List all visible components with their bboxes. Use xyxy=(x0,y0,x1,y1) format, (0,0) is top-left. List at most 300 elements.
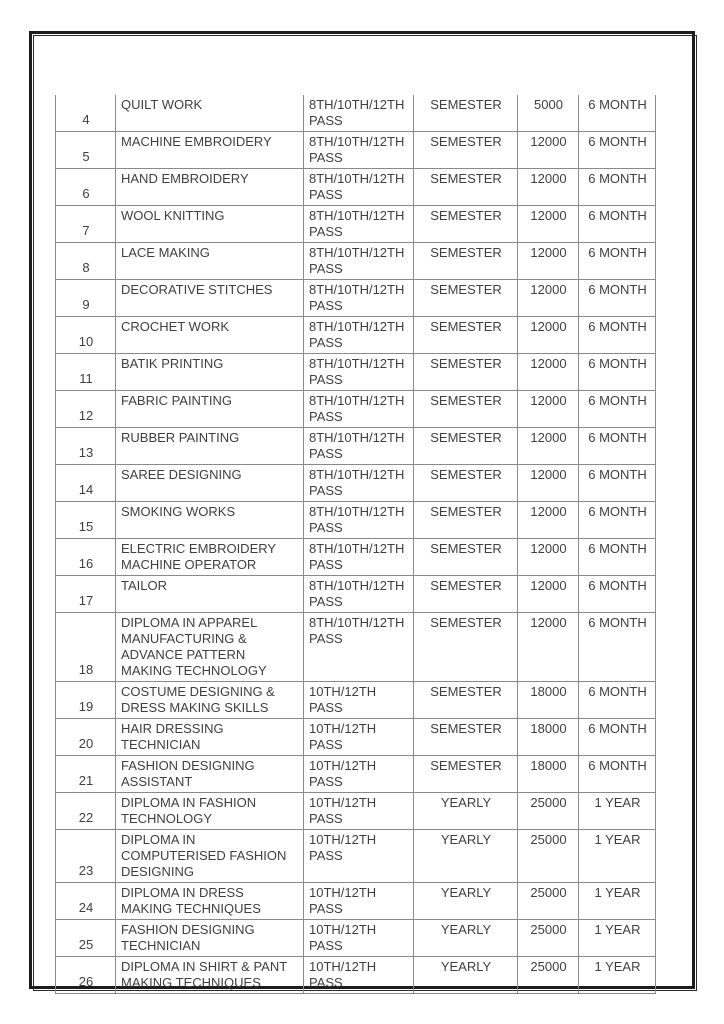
row-number: 10 xyxy=(78,334,94,349)
course-name-cell xyxy=(116,428,304,465)
row-number-cell xyxy=(56,719,116,756)
row-number-cell xyxy=(56,428,116,465)
fee: 12000 xyxy=(530,615,567,630)
table-row xyxy=(56,169,656,206)
row-number: 14 xyxy=(78,482,94,497)
fee-cell xyxy=(518,883,579,920)
course-name: DIPLOMA IN APPAREL MANUFACTURING & ADVANCE PATTERN MAKING TECHNOLOGY xyxy=(121,615,267,678)
schedule-cell xyxy=(414,502,518,539)
schedule-cell xyxy=(414,920,518,957)
duration: 6 MONTH xyxy=(588,721,647,736)
schedule: SEMESTER xyxy=(430,171,502,186)
row-number-cell xyxy=(56,243,116,280)
eligibility-cell xyxy=(304,883,414,920)
duration: 6 MONTH xyxy=(588,541,647,556)
schedule: SEMESTER xyxy=(430,578,502,593)
course-name-cell xyxy=(116,169,304,206)
schedule-cell xyxy=(414,354,518,391)
row-number: 8 xyxy=(82,260,90,275)
eligibility-cell xyxy=(304,391,414,428)
eligibility: 10TH/12TH PASS xyxy=(309,795,377,826)
course-name: ELECTRIC EMBROIDERY MACHINE OPERATOR xyxy=(121,541,276,572)
course-name-cell xyxy=(116,465,304,502)
table-row xyxy=(56,391,656,428)
course-name-cell xyxy=(116,793,304,830)
schedule: SEMESTER xyxy=(430,393,502,408)
course-name-cell xyxy=(116,132,304,169)
fee-cell xyxy=(518,719,579,756)
row-number: 25 xyxy=(78,937,94,952)
row-number: 23 xyxy=(78,863,94,878)
schedule-cell xyxy=(414,719,518,756)
row-number-cell xyxy=(56,830,116,883)
eligibility: 8TH/10TH/12TH PASS xyxy=(309,541,405,572)
schedule: YEARLY xyxy=(440,832,492,847)
eligibility-cell xyxy=(304,502,414,539)
table-row xyxy=(56,502,656,539)
course-name: LACE MAKING xyxy=(121,245,210,260)
fee-cell xyxy=(518,957,579,994)
eligibility: 10TH/12TH PASS xyxy=(309,885,377,916)
row-number-cell xyxy=(56,502,116,539)
fee-cell xyxy=(518,830,579,883)
table-row xyxy=(56,428,656,465)
course-name-cell xyxy=(116,613,304,682)
row-number: 21 xyxy=(78,773,94,788)
eligibility: 10TH/12TH PASS xyxy=(309,721,377,752)
row-number-cell xyxy=(56,613,116,682)
schedule: YEARLY xyxy=(440,959,492,974)
fee-cell xyxy=(518,169,579,206)
duration-cell xyxy=(579,169,656,206)
table-row xyxy=(56,132,656,169)
table-row xyxy=(56,682,656,719)
eligibility-cell xyxy=(304,354,414,391)
schedule: SEMESTER xyxy=(430,430,502,445)
fee: 25000 xyxy=(530,885,567,900)
course-name-cell xyxy=(116,682,304,719)
row-number-cell xyxy=(56,465,116,502)
fee: 12000 xyxy=(530,467,567,482)
duration-cell xyxy=(579,317,656,354)
duration: 6 MONTH xyxy=(588,171,647,186)
fee: 12000 xyxy=(530,504,567,519)
duration: 6 MONTH xyxy=(588,134,647,149)
fee-cell xyxy=(518,465,579,502)
row-number-cell xyxy=(56,576,116,613)
fee-cell xyxy=(518,576,579,613)
eligibility-cell xyxy=(304,830,414,883)
course-name-cell xyxy=(116,354,304,391)
duration: 6 MONTH xyxy=(588,578,647,593)
fee-cell xyxy=(518,243,579,280)
duration-cell xyxy=(579,883,656,920)
schedule: SEMESTER xyxy=(430,319,502,334)
fee-cell xyxy=(518,95,579,132)
eligibility: 8TH/10TH/12TH PASS xyxy=(309,134,405,165)
eligibility: 8TH/10TH/12TH PASS xyxy=(309,282,405,313)
course-name-cell xyxy=(116,576,304,613)
fee-cell xyxy=(518,793,579,830)
eligibility: 8TH/10TH/12TH PASS xyxy=(309,615,405,646)
table-row xyxy=(56,883,656,920)
duration: 1 YEAR xyxy=(594,959,641,974)
schedule: SEMESTER xyxy=(430,615,502,630)
schedule: SEMESTER xyxy=(430,684,502,699)
fee: 18000 xyxy=(530,721,567,736)
fee: 25000 xyxy=(530,832,567,847)
eligibility: 8TH/10TH/12TH PASS xyxy=(309,393,405,424)
duration: 6 MONTH xyxy=(588,97,647,112)
eligibility: 10TH/12TH PASS xyxy=(309,758,377,789)
row-number: 9 xyxy=(82,297,90,312)
schedule: SEMESTER xyxy=(430,758,502,773)
duration-cell xyxy=(579,682,656,719)
fee: 5000 xyxy=(534,97,563,112)
eligibility: 8TH/10TH/12TH PASS xyxy=(309,467,405,498)
eligibility-cell xyxy=(304,428,414,465)
row-number-cell xyxy=(56,957,116,994)
course-name-cell xyxy=(116,920,304,957)
table-row xyxy=(56,920,656,957)
row-number-cell xyxy=(56,132,116,169)
row-number-cell xyxy=(56,391,116,428)
fee-cell xyxy=(518,280,579,317)
row-number-cell xyxy=(56,206,116,243)
schedule: SEMESTER xyxy=(430,467,502,482)
row-number-cell xyxy=(56,920,116,957)
course-name-cell xyxy=(116,243,304,280)
schedule-cell xyxy=(414,95,518,132)
course-name: BATIK PRINTING xyxy=(121,356,224,371)
duration: 6 MONTH xyxy=(588,282,647,297)
eligibility-cell xyxy=(304,613,414,682)
table-row xyxy=(56,465,656,502)
fee-cell xyxy=(518,317,579,354)
eligibility: 8TH/10TH/12TH PASS xyxy=(309,97,405,128)
eligibility-cell xyxy=(304,317,414,354)
duration: 1 YEAR xyxy=(594,832,641,847)
fee: 18000 xyxy=(530,684,567,699)
course-name-cell xyxy=(116,830,304,883)
table-row xyxy=(56,354,656,391)
duration-cell xyxy=(579,428,656,465)
schedule: SEMESTER xyxy=(430,134,502,149)
duration: 6 MONTH xyxy=(588,430,647,445)
schedule-cell xyxy=(414,465,518,502)
row-number-cell xyxy=(56,169,116,206)
eligibility: 10TH/12TH PASS xyxy=(309,922,377,953)
schedule: YEARLY xyxy=(440,885,492,900)
course-name: RUBBER PAINTING xyxy=(121,430,240,445)
eligibility-cell xyxy=(304,206,414,243)
duration: 6 MONTH xyxy=(588,758,647,773)
schedule-cell xyxy=(414,391,518,428)
table-row xyxy=(56,95,656,132)
fee: 12000 xyxy=(530,134,567,149)
eligibility-cell xyxy=(304,957,414,994)
row-number-cell xyxy=(56,682,116,719)
eligibility: 10TH/12TH PASS xyxy=(309,684,377,715)
row-number: 7 xyxy=(82,223,90,238)
course-name-cell xyxy=(116,206,304,243)
schedule-cell xyxy=(414,883,518,920)
fee-cell xyxy=(518,354,579,391)
duration: 6 MONTH xyxy=(588,467,647,482)
row-number: 5 xyxy=(82,149,90,164)
row-number-cell xyxy=(56,95,116,132)
row-number: 17 xyxy=(78,593,94,608)
duration: 6 MONTH xyxy=(588,356,647,371)
course-name-cell xyxy=(116,502,304,539)
table-row xyxy=(56,957,656,994)
eligibility: 10TH/12TH PASS xyxy=(309,959,377,990)
course-name: SAREE DESIGNING xyxy=(121,467,242,482)
row-number-cell xyxy=(56,280,116,317)
duration-cell xyxy=(579,206,656,243)
course-name-cell xyxy=(116,756,304,793)
course-name: DIPLOMA IN SHIRT & PANT MAKING TECHNIQUES xyxy=(121,959,287,990)
course-name-cell xyxy=(116,280,304,317)
schedule: SEMESTER xyxy=(430,208,502,223)
duration: 1 YEAR xyxy=(594,795,641,810)
row-number: 19 xyxy=(78,699,94,714)
fee-cell xyxy=(518,920,579,957)
eligibility-cell xyxy=(304,920,414,957)
duration-cell xyxy=(579,391,656,428)
table-row xyxy=(56,756,656,793)
duration: 6 MONTH xyxy=(588,393,647,408)
row-number-cell xyxy=(56,539,116,576)
schedule-cell xyxy=(414,830,518,883)
course-name: FASHION DESIGNING TECHNICIAN xyxy=(121,922,255,953)
fee-cell xyxy=(518,613,579,682)
course-table xyxy=(55,95,656,994)
duration-cell xyxy=(579,793,656,830)
course-name: SMOKING WORKS xyxy=(121,504,236,519)
table-row xyxy=(56,613,656,682)
course-name: DECORATIVE STITCHES xyxy=(121,282,273,297)
duration-cell xyxy=(579,280,656,317)
eligibility-cell xyxy=(304,243,414,280)
fee: 12000 xyxy=(530,430,567,445)
row-number: 18 xyxy=(78,662,94,677)
table-row xyxy=(56,539,656,576)
course-name: COSTUME DESIGNING & DRESS MAKING SKILLS xyxy=(121,684,275,715)
course-name: WOOL KNITTING xyxy=(121,208,225,223)
duration-cell xyxy=(579,354,656,391)
table-row xyxy=(56,243,656,280)
eligibility-cell xyxy=(304,756,414,793)
eligibility: 8TH/10TH/12TH PASS xyxy=(309,319,405,350)
table-row xyxy=(56,576,656,613)
row-number-cell xyxy=(56,354,116,391)
schedule-cell xyxy=(414,756,518,793)
eligibility: 10TH/12TH PASS xyxy=(309,832,377,863)
table-row xyxy=(56,280,656,317)
row-number: 4 xyxy=(82,112,90,127)
eligibility-cell xyxy=(304,719,414,756)
fee: 12000 xyxy=(530,541,567,556)
duration-cell xyxy=(579,719,656,756)
eligibility: 8TH/10TH/12TH PASS xyxy=(309,430,405,461)
duration-cell xyxy=(579,920,656,957)
course-name: FASHION DESIGNING ASSISTANT xyxy=(121,758,255,789)
row-number-cell xyxy=(56,317,116,354)
duration-cell xyxy=(579,539,656,576)
fee: 12000 xyxy=(530,208,567,223)
eligibility-cell xyxy=(304,132,414,169)
schedule: YEARLY xyxy=(440,922,492,937)
row-number-cell xyxy=(56,756,116,793)
fee-cell xyxy=(518,539,579,576)
course-name: TAILOR xyxy=(121,578,167,593)
course-name: FABRIC PAINTING xyxy=(121,393,232,408)
duration-cell xyxy=(579,502,656,539)
eligibility: 8TH/10TH/12TH PASS xyxy=(309,356,405,387)
schedule-cell xyxy=(414,169,518,206)
table-row xyxy=(56,206,656,243)
fee-cell xyxy=(518,391,579,428)
course-name-cell xyxy=(116,883,304,920)
course-name: CROCHET WORK xyxy=(121,319,230,334)
schedule: SEMESTER xyxy=(430,282,502,297)
course-name: HAND EMBROIDERY xyxy=(121,171,249,186)
eligibility-cell xyxy=(304,539,414,576)
duration-cell xyxy=(579,576,656,613)
course-name-cell xyxy=(116,391,304,428)
schedule: YEARLY xyxy=(440,795,492,810)
table-row xyxy=(56,793,656,830)
table-row xyxy=(56,719,656,756)
fee: 18000 xyxy=(530,758,567,773)
eligibility: 8TH/10TH/12TH PASS xyxy=(309,208,405,239)
duration-cell xyxy=(579,132,656,169)
fee: 12000 xyxy=(530,171,567,186)
eligibility-cell xyxy=(304,280,414,317)
table-row xyxy=(56,830,656,883)
row-number: 6 xyxy=(82,186,90,201)
row-number-cell xyxy=(56,793,116,830)
course-name: DIPLOMA IN DRESS MAKING TECHNIQUES xyxy=(121,885,261,916)
fee: 12000 xyxy=(530,356,567,371)
schedule-cell xyxy=(414,243,518,280)
duration-cell xyxy=(579,756,656,793)
course-table-body xyxy=(56,95,656,994)
schedule-cell xyxy=(414,539,518,576)
duration: 1 YEAR xyxy=(594,922,641,937)
schedule-cell xyxy=(414,957,518,994)
schedule-cell xyxy=(414,682,518,719)
duration-cell xyxy=(579,957,656,994)
schedule-cell xyxy=(414,317,518,354)
course-name-cell xyxy=(116,719,304,756)
course-name: HAIR DRESSING TECHNICIAN xyxy=(121,721,224,752)
fee: 25000 xyxy=(530,922,567,937)
schedule: SEMESTER xyxy=(430,721,502,736)
schedule: SEMESTER xyxy=(430,97,502,112)
row-number-cell xyxy=(56,883,116,920)
duration: 6 MONTH xyxy=(588,245,647,260)
duration: 1 YEAR xyxy=(594,885,641,900)
fee-cell xyxy=(518,206,579,243)
duration-cell xyxy=(579,830,656,883)
eligibility-cell xyxy=(304,95,414,132)
eligibility: 8TH/10TH/12TH PASS xyxy=(309,504,405,535)
schedule-cell xyxy=(414,428,518,465)
row-number: 13 xyxy=(78,445,94,460)
fee: 25000 xyxy=(530,959,567,974)
schedule-cell xyxy=(414,576,518,613)
row-number: 15 xyxy=(78,519,94,534)
row-number: 11 xyxy=(79,371,93,386)
schedule-cell xyxy=(414,206,518,243)
course-name-cell xyxy=(116,539,304,576)
course-name: DIPLOMA IN FASHION TECHNOLOGY xyxy=(121,795,257,826)
fee: 25000 xyxy=(530,795,567,810)
fee-cell xyxy=(518,756,579,793)
schedule-cell xyxy=(414,793,518,830)
fee: 12000 xyxy=(530,245,567,260)
row-number: 26 xyxy=(78,974,94,989)
eligibility-cell xyxy=(304,793,414,830)
fee-cell xyxy=(518,132,579,169)
fee-cell xyxy=(518,682,579,719)
fee: 12000 xyxy=(530,282,567,297)
fee: 12000 xyxy=(530,319,567,334)
schedule: SEMESTER xyxy=(430,541,502,556)
row-number: 22 xyxy=(78,810,94,825)
eligibility: 8TH/10TH/12TH PASS xyxy=(309,171,405,202)
eligibility-cell xyxy=(304,465,414,502)
duration: 6 MONTH xyxy=(588,684,647,699)
row-number: 12 xyxy=(78,408,94,423)
duration: 6 MONTH xyxy=(588,319,647,334)
fee-cell xyxy=(518,428,579,465)
fee: 12000 xyxy=(530,578,567,593)
duration-cell xyxy=(579,95,656,132)
course-name-cell xyxy=(116,317,304,354)
duration-cell xyxy=(579,465,656,502)
fee: 12000 xyxy=(530,393,567,408)
schedule-cell xyxy=(414,280,518,317)
duration-cell xyxy=(579,613,656,682)
course-name-cell xyxy=(116,95,304,132)
row-number: 24 xyxy=(78,900,94,915)
duration: 6 MONTH xyxy=(588,615,647,630)
duration: 6 MONTH xyxy=(588,208,647,223)
eligibility-cell xyxy=(304,169,414,206)
row-number: 20 xyxy=(78,736,94,751)
course-name: QUILT WORK xyxy=(121,97,203,112)
duration: 6 MONTH xyxy=(588,504,647,519)
schedule: SEMESTER xyxy=(430,356,502,371)
eligibility: 8TH/10TH/12TH PASS xyxy=(309,245,405,276)
eligibility: 8TH/10TH/12TH PASS xyxy=(309,578,405,609)
course-name: MACHINE EMBROIDERY xyxy=(121,134,272,149)
eligibility-cell xyxy=(304,576,414,613)
table-row xyxy=(56,317,656,354)
row-number: 16 xyxy=(78,556,94,571)
schedule-cell xyxy=(414,613,518,682)
schedule: SEMESTER xyxy=(430,504,502,519)
schedule: SEMESTER xyxy=(430,245,502,260)
schedule-cell xyxy=(414,132,518,169)
course-name: DIPLOMA IN COMPUTERISED FASHION DESIGNING xyxy=(121,832,287,879)
fee-cell xyxy=(518,502,579,539)
duration-cell xyxy=(579,243,656,280)
eligibility-cell xyxy=(304,682,414,719)
